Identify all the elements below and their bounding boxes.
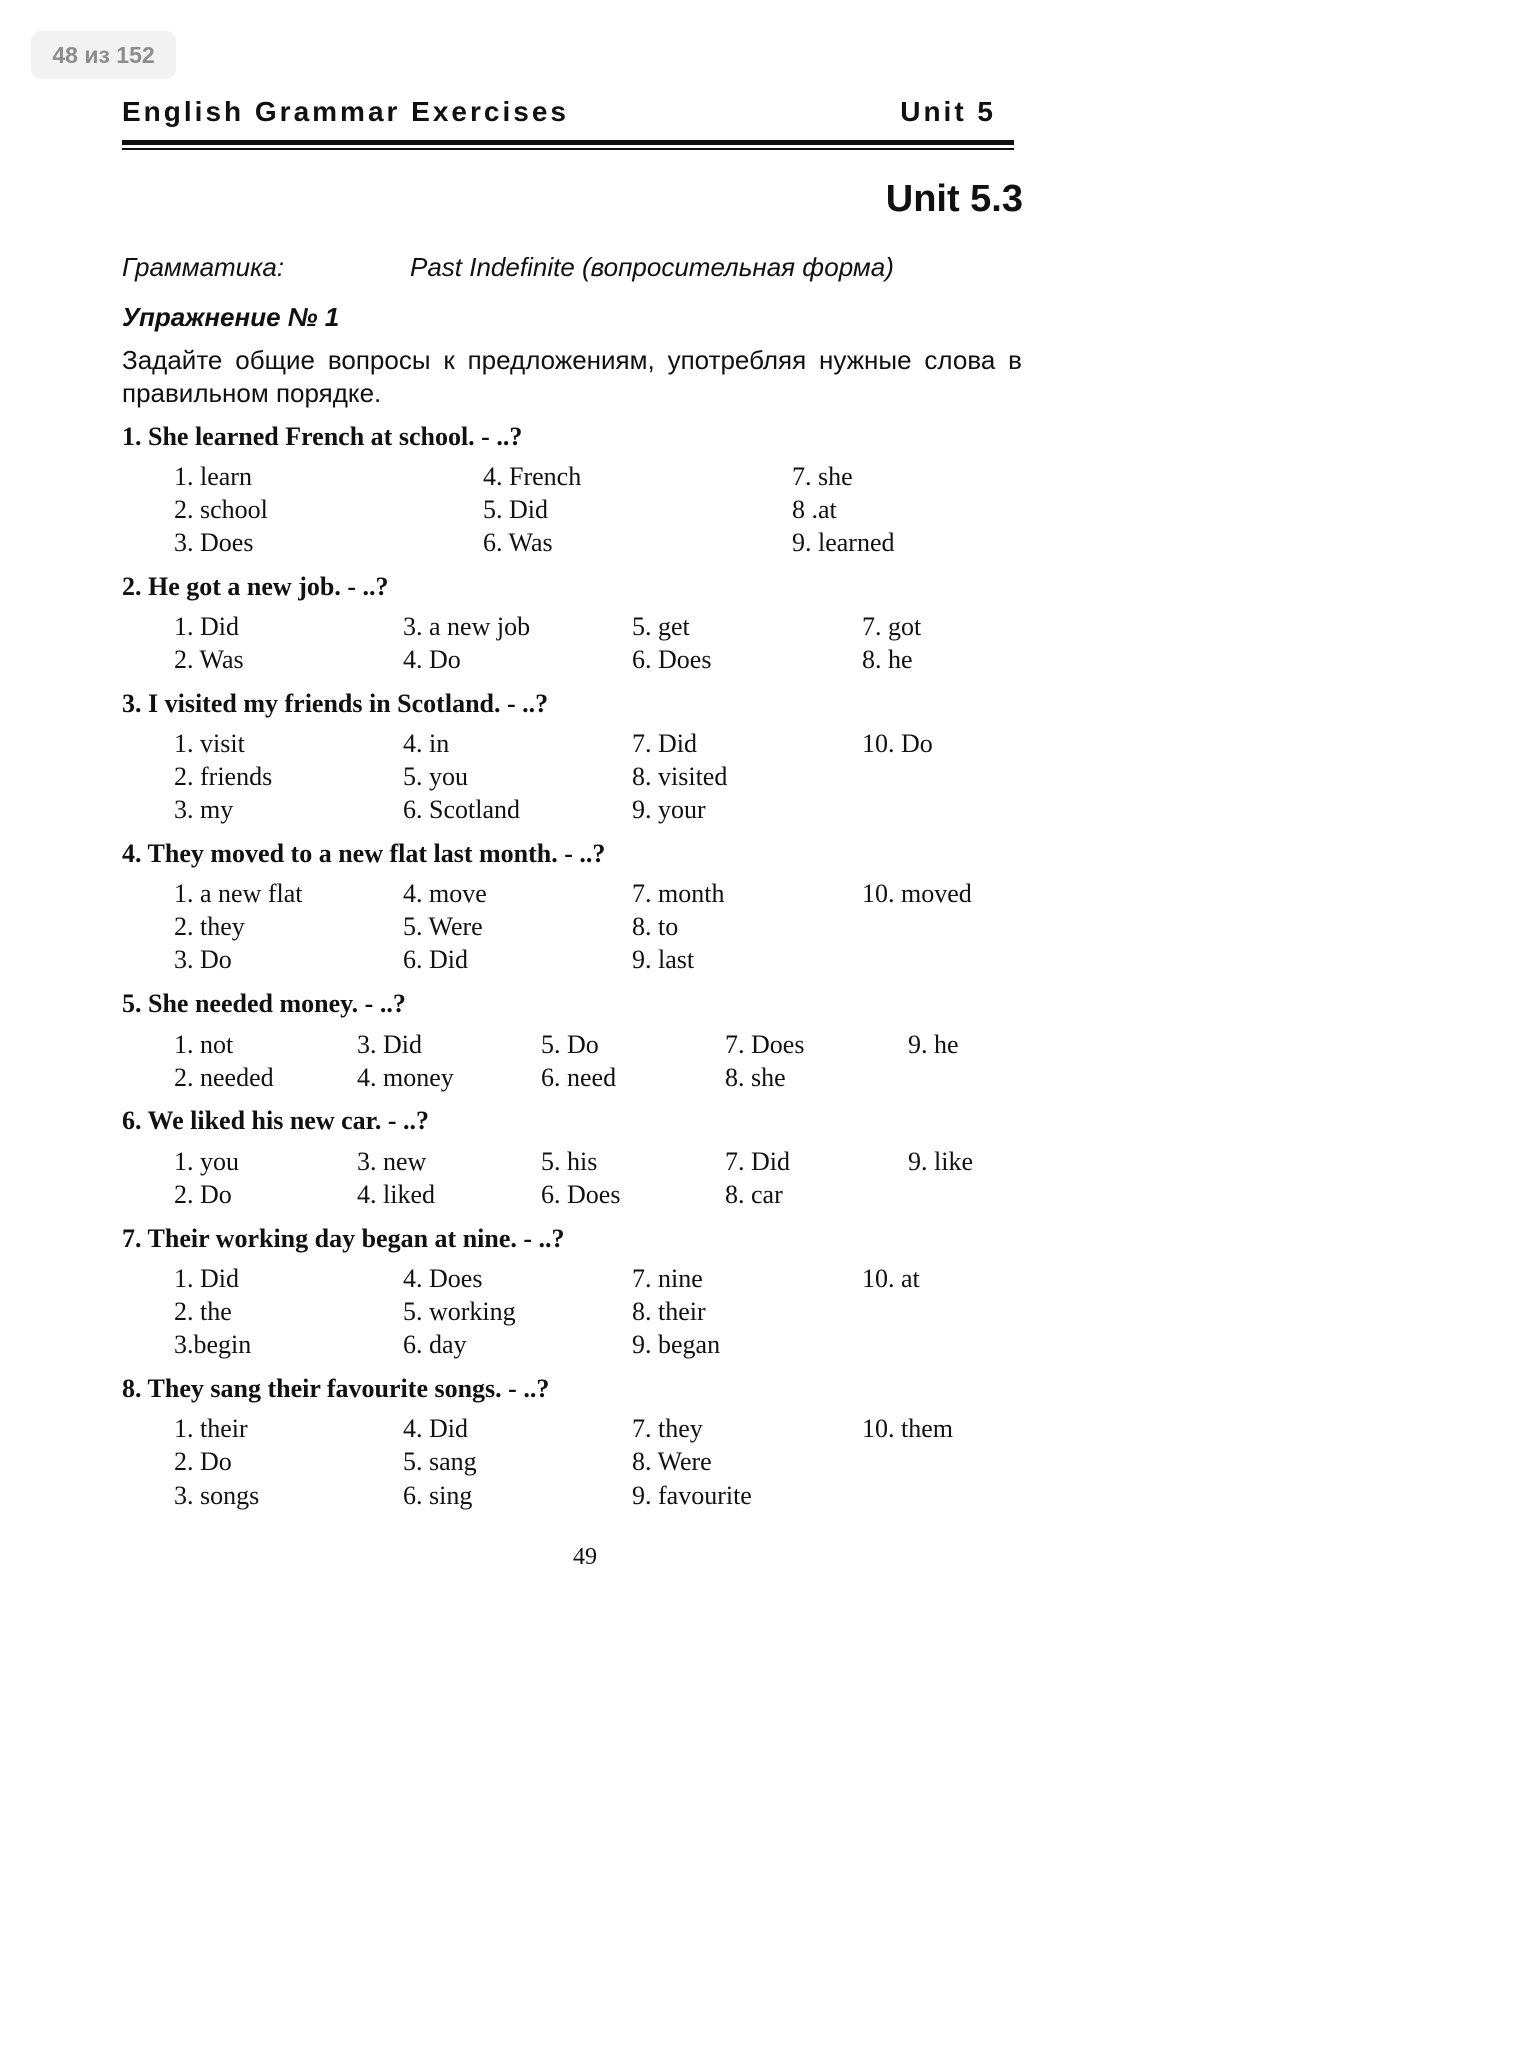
option: 6. day — [403, 1330, 467, 1359]
option: 2. Do — [174, 1447, 232, 1476]
option: 3. Did — [357, 1030, 422, 1059]
running-header — [122, 96, 1014, 136]
option: 9. your — [632, 795, 706, 824]
option: 4. Do — [403, 645, 461, 674]
option: 1. Did — [174, 1264, 239, 1293]
option: 8. visited — [632, 762, 728, 791]
option: 3. Does — [174, 528, 254, 557]
option: 8. their — [632, 1297, 706, 1326]
option: 5. you — [403, 762, 468, 791]
option: 7. they — [632, 1414, 703, 1443]
option: 3. a new job — [403, 612, 531, 641]
option: 8. Were — [632, 1447, 712, 1476]
option: 2. Was — [174, 645, 244, 674]
option: 7. Did — [632, 729, 697, 758]
option: 2. needed — [174, 1063, 274, 1092]
option: 8. to — [632, 912, 679, 941]
option: 3. new — [357, 1147, 427, 1176]
option: 4. move — [403, 879, 487, 908]
option: 4. liked — [357, 1180, 435, 1209]
option: 5. Did — [483, 495, 548, 524]
option: 1. you — [174, 1147, 239, 1176]
option: 9. began — [632, 1330, 721, 1359]
option: 6. Was — [483, 528, 553, 557]
option: 4. money — [357, 1063, 454, 1092]
option: 2. friends — [174, 762, 273, 791]
option: 8. car — [725, 1180, 783, 1209]
option: 4. French — [483, 462, 582, 491]
option: 10. Do — [862, 729, 933, 758]
exercise-instruction: Задайте общие вопросы к предложениям, употребляя нужные слова в правильном порядке. — [122, 345, 1022, 408]
option: 1. their — [174, 1414, 248, 1443]
option: 1. not — [174, 1030, 234, 1059]
option: 9. like — [908, 1147, 973, 1176]
option: 8. he — [862, 645, 913, 674]
option: 6. need — [541, 1063, 617, 1092]
option: 7. month — [632, 879, 725, 908]
option: 5. Do — [541, 1030, 599, 1059]
option: 2. Do — [174, 1180, 232, 1209]
option: 9. favourite — [632, 1481, 752, 1510]
option: 2. the — [174, 1297, 232, 1326]
grammar-label: Грамматика: — [122, 252, 285, 282]
book-title: English Grammar Exercises — [122, 96, 569, 127]
option: 9. he — [908, 1030, 959, 1059]
option: 10. moved — [862, 879, 972, 908]
grammar-line — [122, 252, 1022, 288]
option: 9. last — [632, 945, 695, 974]
option: 6. sing — [403, 1481, 473, 1510]
option: 10. them — [862, 1414, 953, 1443]
option: 7. got — [862, 612, 922, 641]
option: 1. a new flat — [174, 879, 303, 908]
header-rule-thick — [122, 140, 1014, 145]
option: 8. she — [725, 1063, 786, 1092]
question-3-sentence: 3. I visited my friends in Scotland. - ..? — [122, 689, 549, 718]
option: 6. Scotland — [403, 795, 520, 824]
option: 4. in — [403, 729, 450, 758]
option: 7. she — [792, 462, 853, 491]
option: 2. they — [174, 912, 245, 941]
header-unit: Unit 5 — [900, 96, 996, 127]
option: 6. Does — [541, 1180, 621, 1209]
option: 1. visit — [174, 729, 245, 758]
header-rule-thin — [122, 148, 1014, 150]
question-5-sentence: 5. She needed money. - ..? — [122, 989, 406, 1018]
unit-title: Unit 5.3 — [885, 178, 1023, 220]
option: 3. Do — [174, 945, 232, 974]
option: 1. learn — [174, 462, 252, 491]
option: 5. sang — [403, 1447, 477, 1476]
option: 5. get — [632, 612, 690, 641]
option: 3.begin — [174, 1330, 252, 1359]
question-8-sentence: 8. They sang their favourite songs. - ..? — [122, 1374, 550, 1403]
option: 9. learned — [792, 528, 895, 557]
option: 3. songs — [174, 1481, 260, 1510]
question-2-sentence: 2. He got a new job. - ..? — [122, 572, 389, 601]
option: 7. Does — [725, 1030, 805, 1059]
page-number: 49 — [573, 1544, 597, 1570]
option: 2. school — [174, 495, 268, 524]
option: 6. Did — [403, 945, 468, 974]
option: 5. Were — [403, 912, 483, 941]
option: 3. my — [174, 795, 234, 824]
page-counter: 48 из 152 — [31, 31, 176, 79]
option: 4. Did — [403, 1414, 468, 1443]
option: 10. at — [862, 1264, 920, 1293]
question-4-sentence: 4. They moved to a new flat last month. - ..? — [122, 839, 606, 868]
option: 1. Did — [174, 612, 239, 641]
question-7-sentence: 7. Their working day began at nine. - ..? — [122, 1224, 565, 1253]
option: 5. working — [403, 1297, 516, 1326]
grammar-topic: Past Indefinite (вопросительная форма) — [410, 252, 894, 282]
question-6-sentence: 6. We liked his new car. - ..? — [122, 1106, 429, 1135]
option: 8 .at — [792, 495, 837, 524]
question-1-sentence: 1. She learned French at school. - ..? — [122, 422, 523, 451]
option: 5. his — [541, 1147, 598, 1176]
option: 6. Does — [632, 645, 712, 674]
option: 4. Does — [403, 1264, 483, 1293]
exercise-title: Упражнение № 1 — [122, 302, 340, 332]
option: 7. Did — [725, 1147, 790, 1176]
option: 7. nine — [632, 1264, 703, 1293]
